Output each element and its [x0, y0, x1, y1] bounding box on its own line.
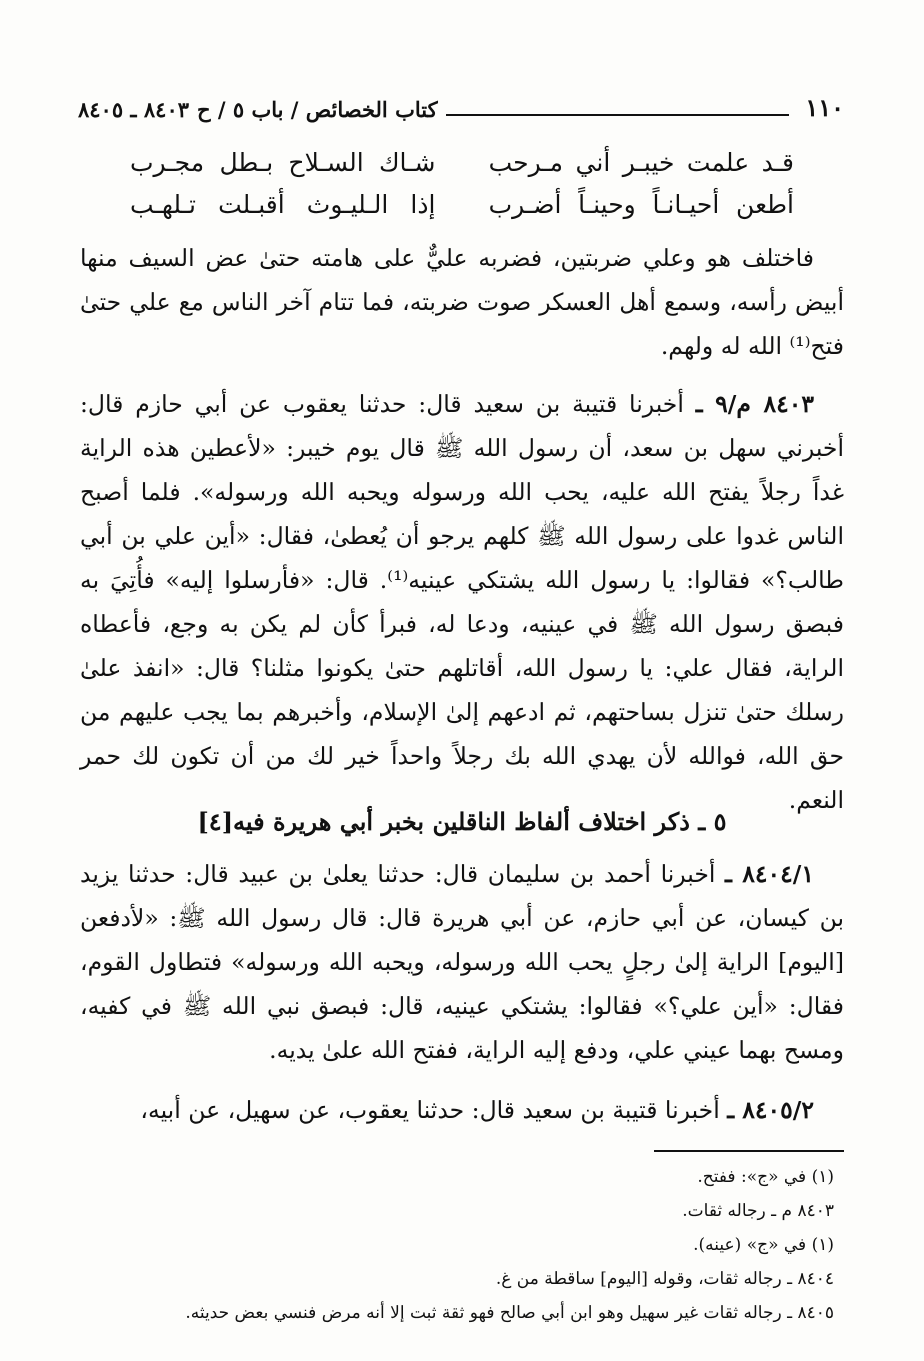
- verse-hemistich: أطعن أحيـانـاً وحينـاً أضـرب: [488, 190, 794, 219]
- hadith-8404: [80, 852, 844, 1072]
- verse-line: [130, 142, 794, 184]
- footnote: (١) في «ج» (عينه).: [693, 1235, 834, 1255]
- header-hadith-range: ٨٤٠٣ ـ ٨٤٠٥: [78, 97, 190, 122]
- verse-hemistich: قـد علمت خيبـر أني مـرحب: [488, 148, 794, 177]
- hadith-8405: [80, 1088, 844, 1132]
- page-number: ١١٠: [805, 93, 844, 122]
- hadith-8403: [80, 382, 844, 822]
- verse-hemistich: شـاك السـلاح بـطل مجـرب: [130, 148, 436, 177]
- poem-verse: [130, 142, 794, 226]
- hadith-text: أخبرنا قتيبة بن سعيد قال: حدثنا يعقوب، عن سهيل، عن أبيه،: [140, 1096, 720, 1124]
- footnote: ٨٤٠٣ م ـ رجاله ثقات.: [682, 1201, 834, 1221]
- section-heading: ٥ ـ ذكر اختلاف ألفاظ الناقلين بخبر أبي هريرة فيه[٤]: [197, 807, 727, 836]
- running-header: [78, 88, 844, 122]
- header-rule: [446, 114, 790, 116]
- paragraph-text: فاختلف هو وعلي ضربتين، فضربه عليٌّ على هامته حتىٰ عض السيف منها أبيض رأسه، وسمع أهل العسكر صوت ضربته، فما تتام آخر الناس مع علي حتىٰ فتح⁽¹⁾ الله له ولهم.: [80, 244, 844, 360]
- hadith-number: ٨٤٠٤/١ ـ: [725, 860, 814, 888]
- footnotes: [80, 1160, 834, 1330]
- paragraph: [80, 236, 844, 368]
- footnote: ٨٤٠٤ ـ رجاله ثقات، وقوله [اليوم] ساقطة من غ.: [495, 1269, 834, 1289]
- footnote: ٨٤٠٥ ـ رجاله ثقات غير سهيل وهو ابن أبي صالح فهو ثقة ثبت إلا أنه مرض فنسي بعض حديثه.: [185, 1303, 834, 1323]
- hadith-text: أخبرنا قتيبة بن سعيد قال: حدثنا يعقوب عن أبي حازم قال: أخبرني سهل بن سعد، أن رسول الله ﷺ قال يوم خيبر: «لأعطين هذه الراية غداً رجلاً يفتح الله عليه، يحب الله ورسوله ويحبه الله ورسوله». فلما أصبح الناس غدوا على رسول الله ﷺ كلهم يرجو أن يُعطىٰ، فقال: «أين علي بن أبي طالب؟» فقالوا: يا رسول الله يشتكي عينيه⁽¹⁾. قال: «فأرسلوا إليه» فأُتِيَ به فبصق رسول الله ﷺ في عينيه، ودعا له، فبرأ كأن لم يكن به وجع، فأعطاه الراية، فقال علي: يا رسول الله، أقاتلهم حتىٰ يكونوا مثلنا؟ قال: «انفذ علىٰ رسلك حتىٰ تنزل بساحتهم، ثم ادعهم إلىٰ الإسلام، وأخبرهم بما يجب عليهم من حق الله، فوالله لأن يهدي الله بك رجلاً واحداً خير لك من أن تكون لك حمر النعم.: [80, 390, 845, 814]
- verse-hemistich: إذا الـليـوث أقبـلت تـلهـب: [130, 190, 436, 219]
- hadith-number: ٨٤٠٣ م/٩ ـ: [695, 390, 814, 418]
- header-title: كتاب الخصائص / باب ٥ / ح: [197, 97, 438, 122]
- verse-line: [130, 184, 794, 226]
- footnote: (١) في «ج»: ففتح.: [697, 1167, 834, 1187]
- hadith-number: ٨٤٠٥/٢ ـ: [727, 1096, 814, 1124]
- hadith-text: أخبرنا أحمد بن سليمان قال: حدثنا يعلىٰ بن عبيد قال: حدثنا يزيد بن كيسان، عن أبي حازم، عن أبي هريرة قال: قال رسول الله ﷺ: «لأدفعن [اليوم] الراية إلىٰ رجلٍ يحب الله ورسوله، ويحبه الله ورسوله» فتطاول القوم، فقال: «أين علي؟» فقالوا: يشتكي عينيه، قال: فبصق نبي الله ﷺ في كفيه، ومسح بهما عيني علي، ودفع إليه الراية، ففتح الله علىٰ يديه.: [80, 860, 844, 1064]
- footnote-rule: [654, 1150, 844, 1152]
